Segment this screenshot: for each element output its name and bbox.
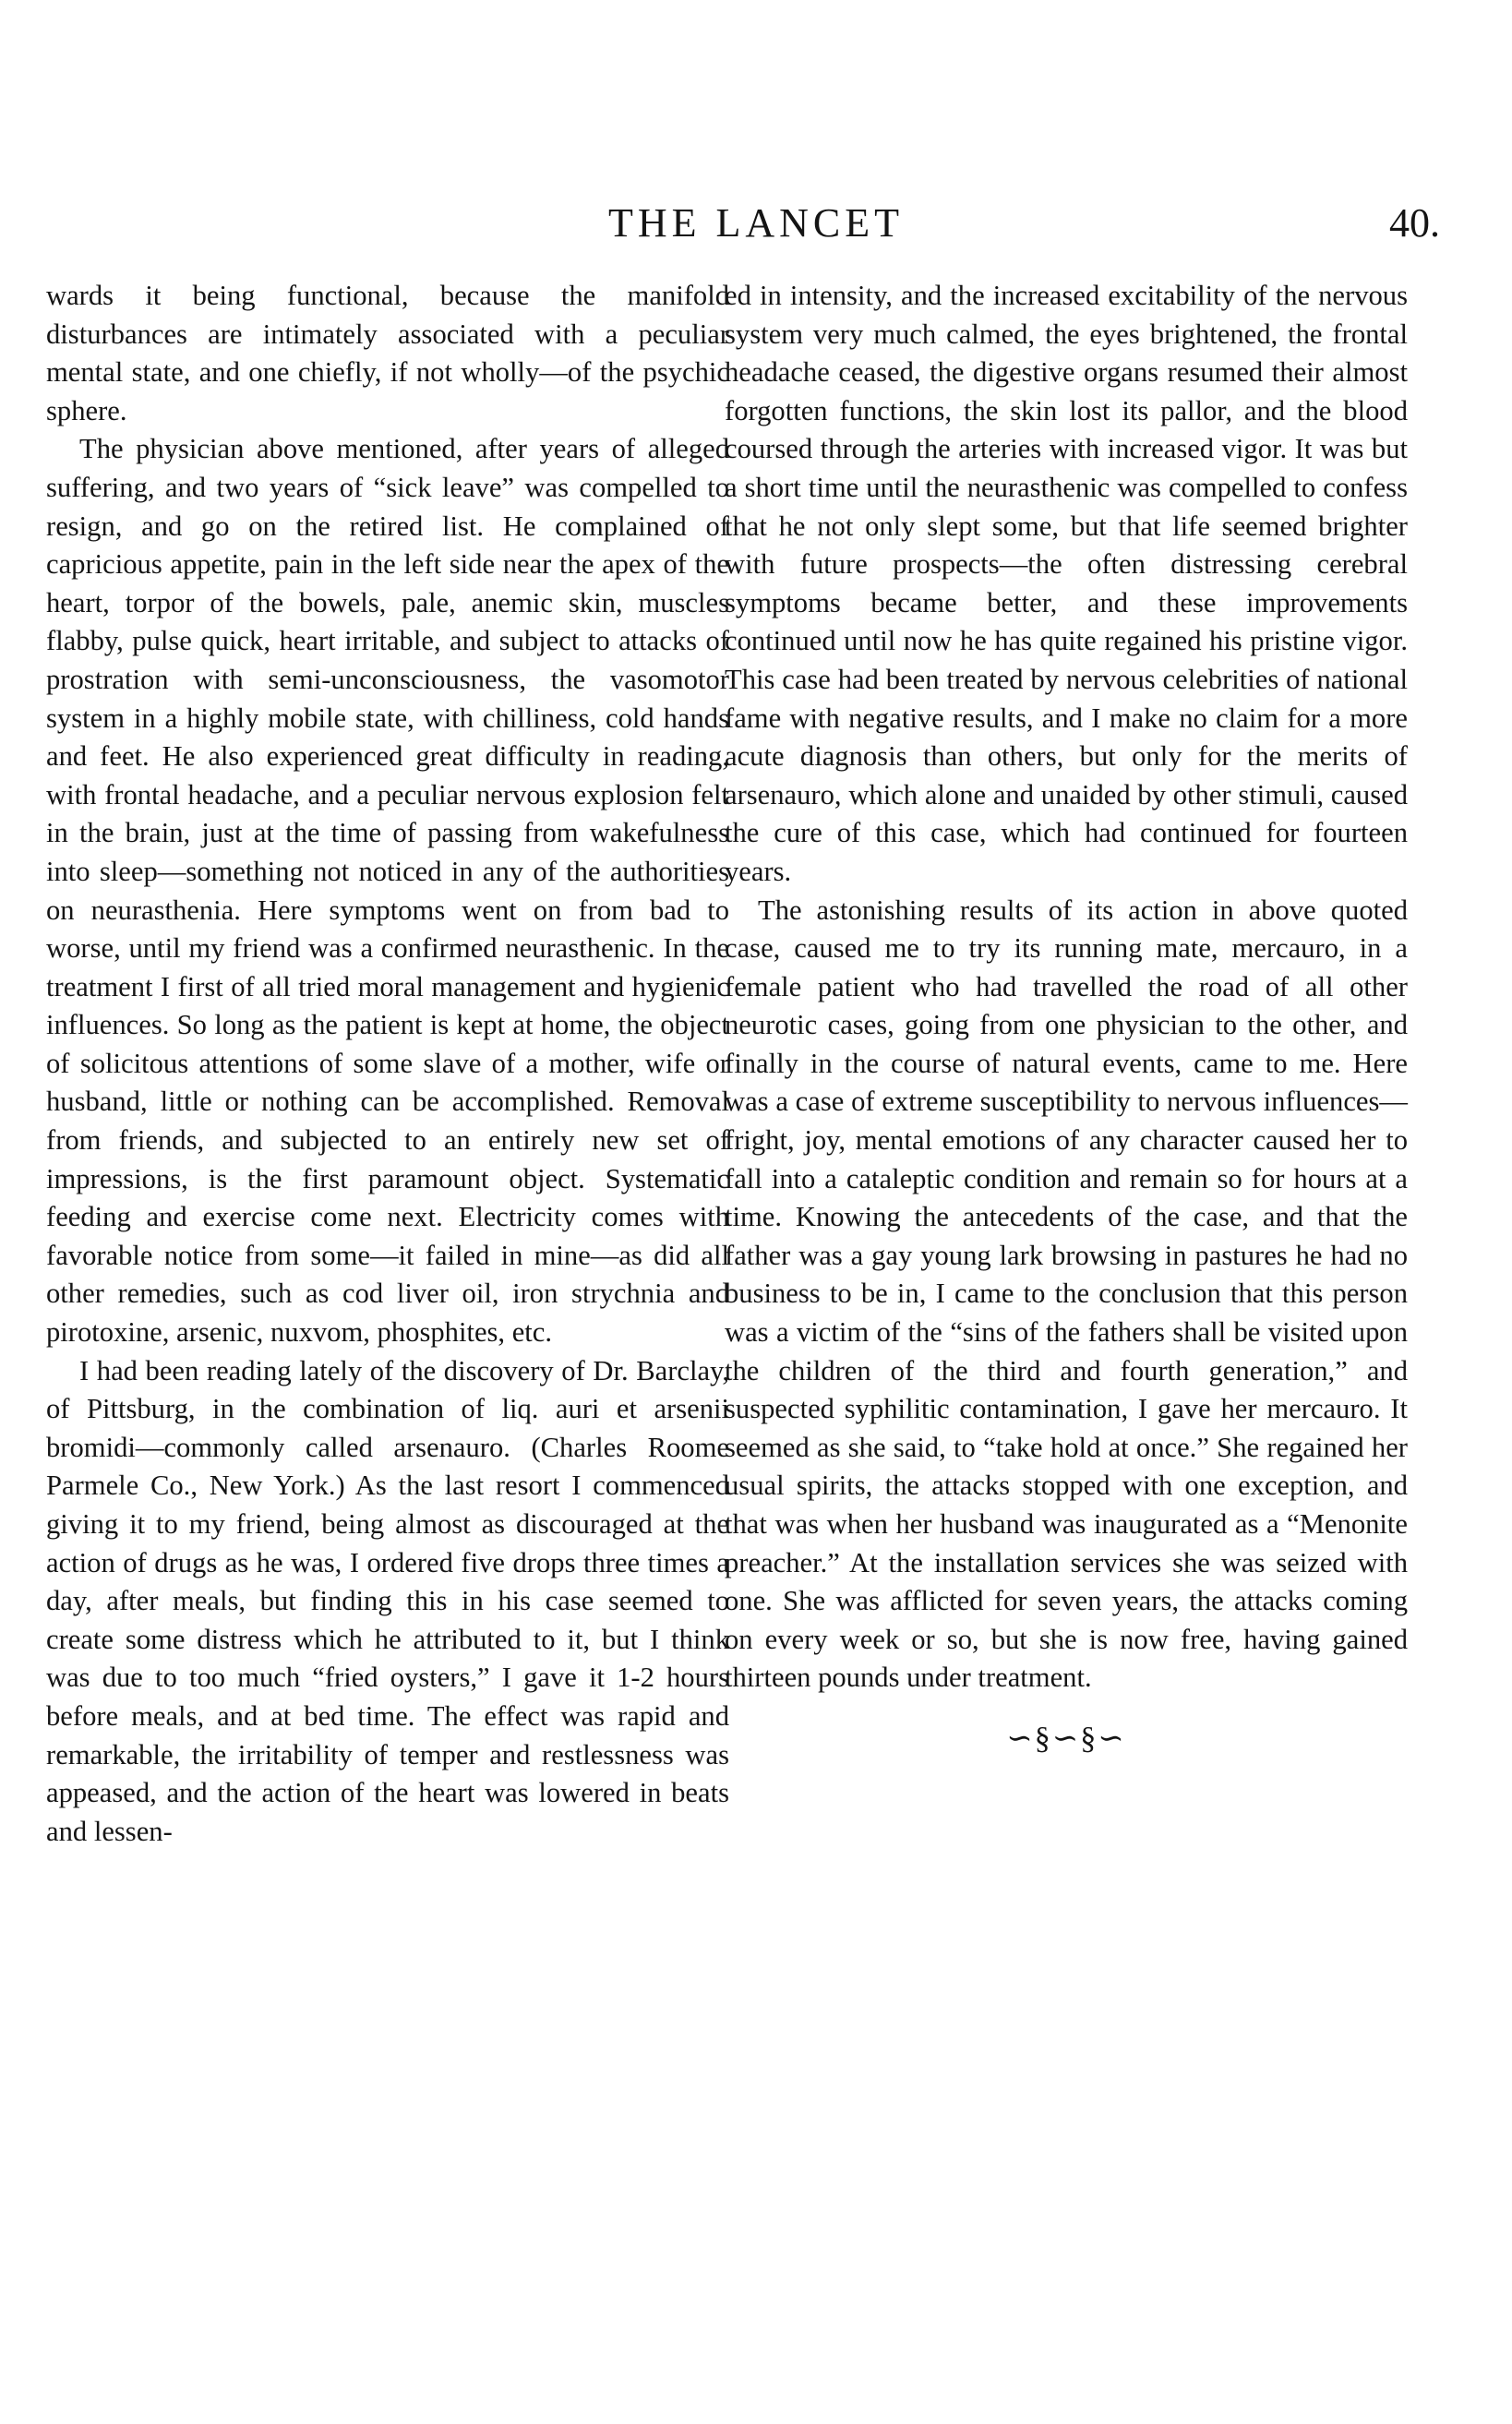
paragraph: ed in intensity, and the increased excitability of the nervous system very much calmed, the eyes brightened, the frontal headache ceased, the digestive organs resumed their almost forgotten functions, the skin lost its pallor, and the blood coursed through the arteries with increased vigor. It was but a short time until the neurasthenic was compelled to confess that he not only slept some, but that life seemed brighter with future prospects—the often distressing cerebral symptoms became better, and these improvements continued until now he has quite regained his pristine vigor. This case had been treated by nervous celebrities of national fame with negative results, and I make no claim for a more acute diagnosis than others, but only for the merits of arsenauro, which alone and unaided by other stimuli, caused the cure of this case, which had continued for fourteen years. [725, 280, 1408, 887]
page-header [0, 196, 1512, 260]
ornament-divider-icon: ∽§∽§∽ [1006, 1721, 1126, 1756]
paragraph: I had been reading lately of the discovery of Dr. Barclay, of Pittsburg, in the combination of liq. auri et arsenii bromidi—commonly called arsenauro. (Charles Roome Parmele Co., New York.) As the last resort I commenced giving it to my friend, being almost as discouraged at the action of drugs as he was, I ordered five drops three times a day, after meals, but finding this in his case seemed to create some distress which he attributed to it, but I think was due to too much “fried oysters,” I gave it 1-2 hours before meals, and at bed time. The effect was rapid and remarkable, the irritability of temper and restlessness was appeased, and the action of the heart was lowered in beats and lessen- [46, 1354, 729, 1847]
left-column [46, 277, 729, 1851]
right-column [725, 277, 1408, 1758]
page-number: 40. [1389, 200, 1440, 246]
paragraph: wards it being functional, because the manifold disturbances are intimately associated with a peculiar mental state, and one chiefly, if not wholly—of the psychic sphere. [46, 280, 729, 426]
paragraph: The physician above mentioned, after years of alleged suffering, and two years of “sick leave” was compelled to resign, and go on the retired list. He complained of capricious appetite, pain in the left side near the apex of the heart, torpor of the bowels, pale, anemic skin, muscles flabby, pulse quick, heart irritable, and subject to attacks of prostration with semi-unconsciousness, the vasomotor system in a highly mobile state, with chilliness, cold hands and feet. He also experienced great difficulty in reading, with frontal headache, and a peculiar nervous explosion felt in the brain, just at the time of passing from wakefulness into sleep—something not noticed in any of the authorities on neurasthenia. Here symptoms went on from bad to worse, until my friend was a confirmed neurasthenic. In the treatment I first of all tried moral management and hygienic influences. So long as the patient is kept at home, the object of solicitous attentions of some slave of a mother, wife or husband, little or nothing can be accomplished. Removal from friends, and subjected to an entirely new set of impressions, is the first paramount object. Systematic feeding and exercise come next. Electricity comes with favorable notice from some—it failed in mine—as did all other remedies, such as cod liver oil, iron strychnia and pirotoxine, arsenic, nuxvom, phosphites, etc. [46, 433, 729, 1349]
journal-title: THE LANCET [607, 200, 905, 246]
paragraph: The astonishing results of its action in above quoted case, caused me to try its running mate, mercauro, in a female patient who had travelled the road of all other neurotic cases, going from one physician to the other, and finally in the course of natural events, came to me. Here was a case of extreme susceptibility to nervous influences—fright, joy, mental emotions of any character caused her to fall into a cataleptic condition and remain so for hours at a time. Knowing the antecedents of the case, and that the father was a gay young lark browsing in pastures he had no business to be in, I came to the conclusion that this person was a victim of the “sins of the fathers shall be visited upon the children of the third and fourth generation,” and suspected syphilitic contamination, I gave her mercauro. It seemed as she said, to “take hold at once.” She regained her usual spirits, the attacks stopped with one exception, and that was when her husband was inaugurated as a “Menonite preacher.” At the installation services she was seized with one. She was afflicted for seven years, the attacks coming on every week or so, but she is now free, having gained thirteen pounds under treatment. [725, 894, 1408, 1694]
